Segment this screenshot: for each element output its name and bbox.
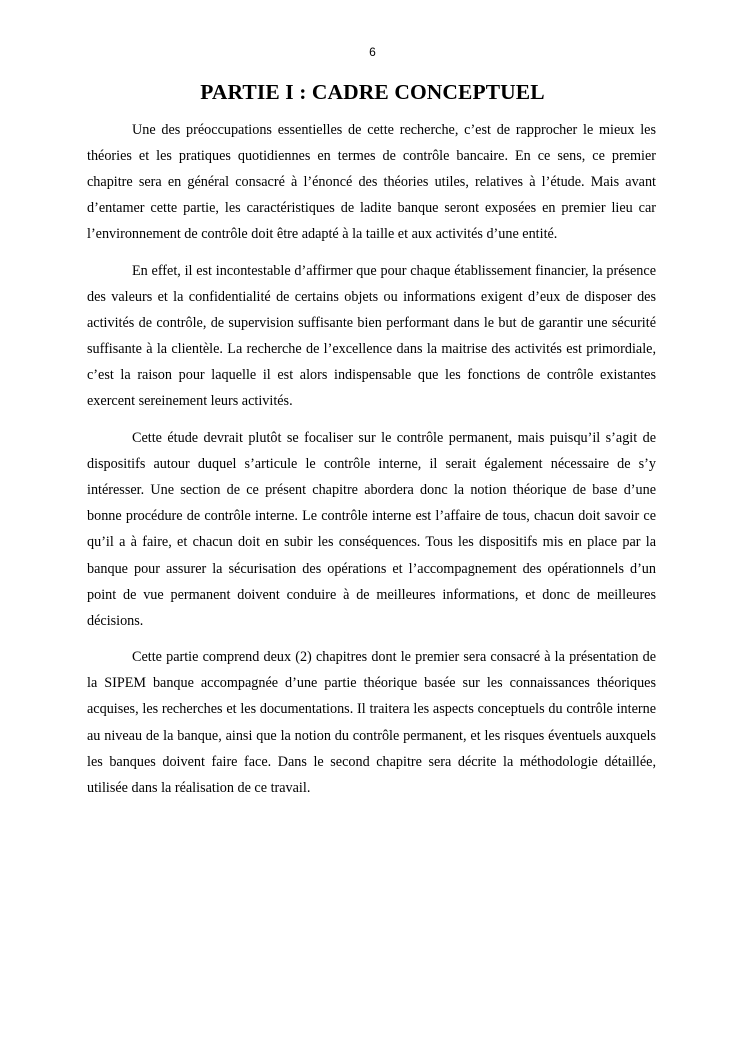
page-title: PARTIE I : CADRE CONCEPTUEL — [200, 80, 545, 104]
paragraph-1: Une des préoccupations essentielles de cette recherche, c’est de rapprocher le mieux les théories et les pratiques quotidiennes en termes de contrôle bancaire. En ce sens, ce premier chapitre sera en général consacré à l’énoncé des théories utiles, relatives à l’étude. Mais avant d’entamer cette partie, les caractéristiques de ladite banque seront exposées en premier lieu car l’environnement de contrôle doit être adapté à la taille et aux activités d’une entité. — [87, 122, 656, 243]
page-number: 6 — [369, 45, 376, 59]
paragraph-2: En effet, il est incontestable d’affirmer que pour chaque établissement financier, la présence des valeurs et la confidentialité de certains objets ou informations exigent d’eux de disposer des activités de contrôle, de supervision suffisante bien performant dans le but de garantir une sécurité suffisante à la clientèle. La recherche de l’excellence dans la maitrise des activités est primordiale, c’est la raison pour laquelle il est alors indispensable que les fonctions de contrôle existantes exercent sereinement leurs activités. — [87, 262, 656, 410]
paragraph-3: Cette étude devrait plutôt se focaliser sur le contrôle permanent, mais puisqu’il s’agit de dispositifs autour duquel s’articule le contrôle interne, il serait également nécessaire de s’y intéresser. Une section de ce présent chapitre abordera donc la notion théorique de base d’une bonne procédure de contrôle interne. Le contrôle interne est l’affaire de tous, chacun doit savoir ce qu’il a à faire, et chacun doit en subir les conséquences. Tous les dispositifs mis en place par la banque pour assurer la sécurisation des opérations et l’accompagnement des opérationnels d’un point de vue permanent doivent conduire à de meilleures informations, et donc de meilleures décisions. — [87, 430, 656, 629]
paragraph-4: Cette partie comprend deux (2) chapitres dont le premier sera consacré à la présentation de la SIPEM banque accompagnée d’une partie théorique basée sur les connaissances théoriques acquises, les recherches et les documentations. Il traitera les aspects conceptuels du contrôle interne au niveau de la banque, ainsi que la notion du contrôle permanent, et les risques éventuels auxquels les banques doivent faire face. Dans le second chapitre sera décrite la méthodologie détaillée, utilisée dans la réalisation de ce travail. — [87, 649, 656, 796]
body-text — [87, 117, 656, 811]
